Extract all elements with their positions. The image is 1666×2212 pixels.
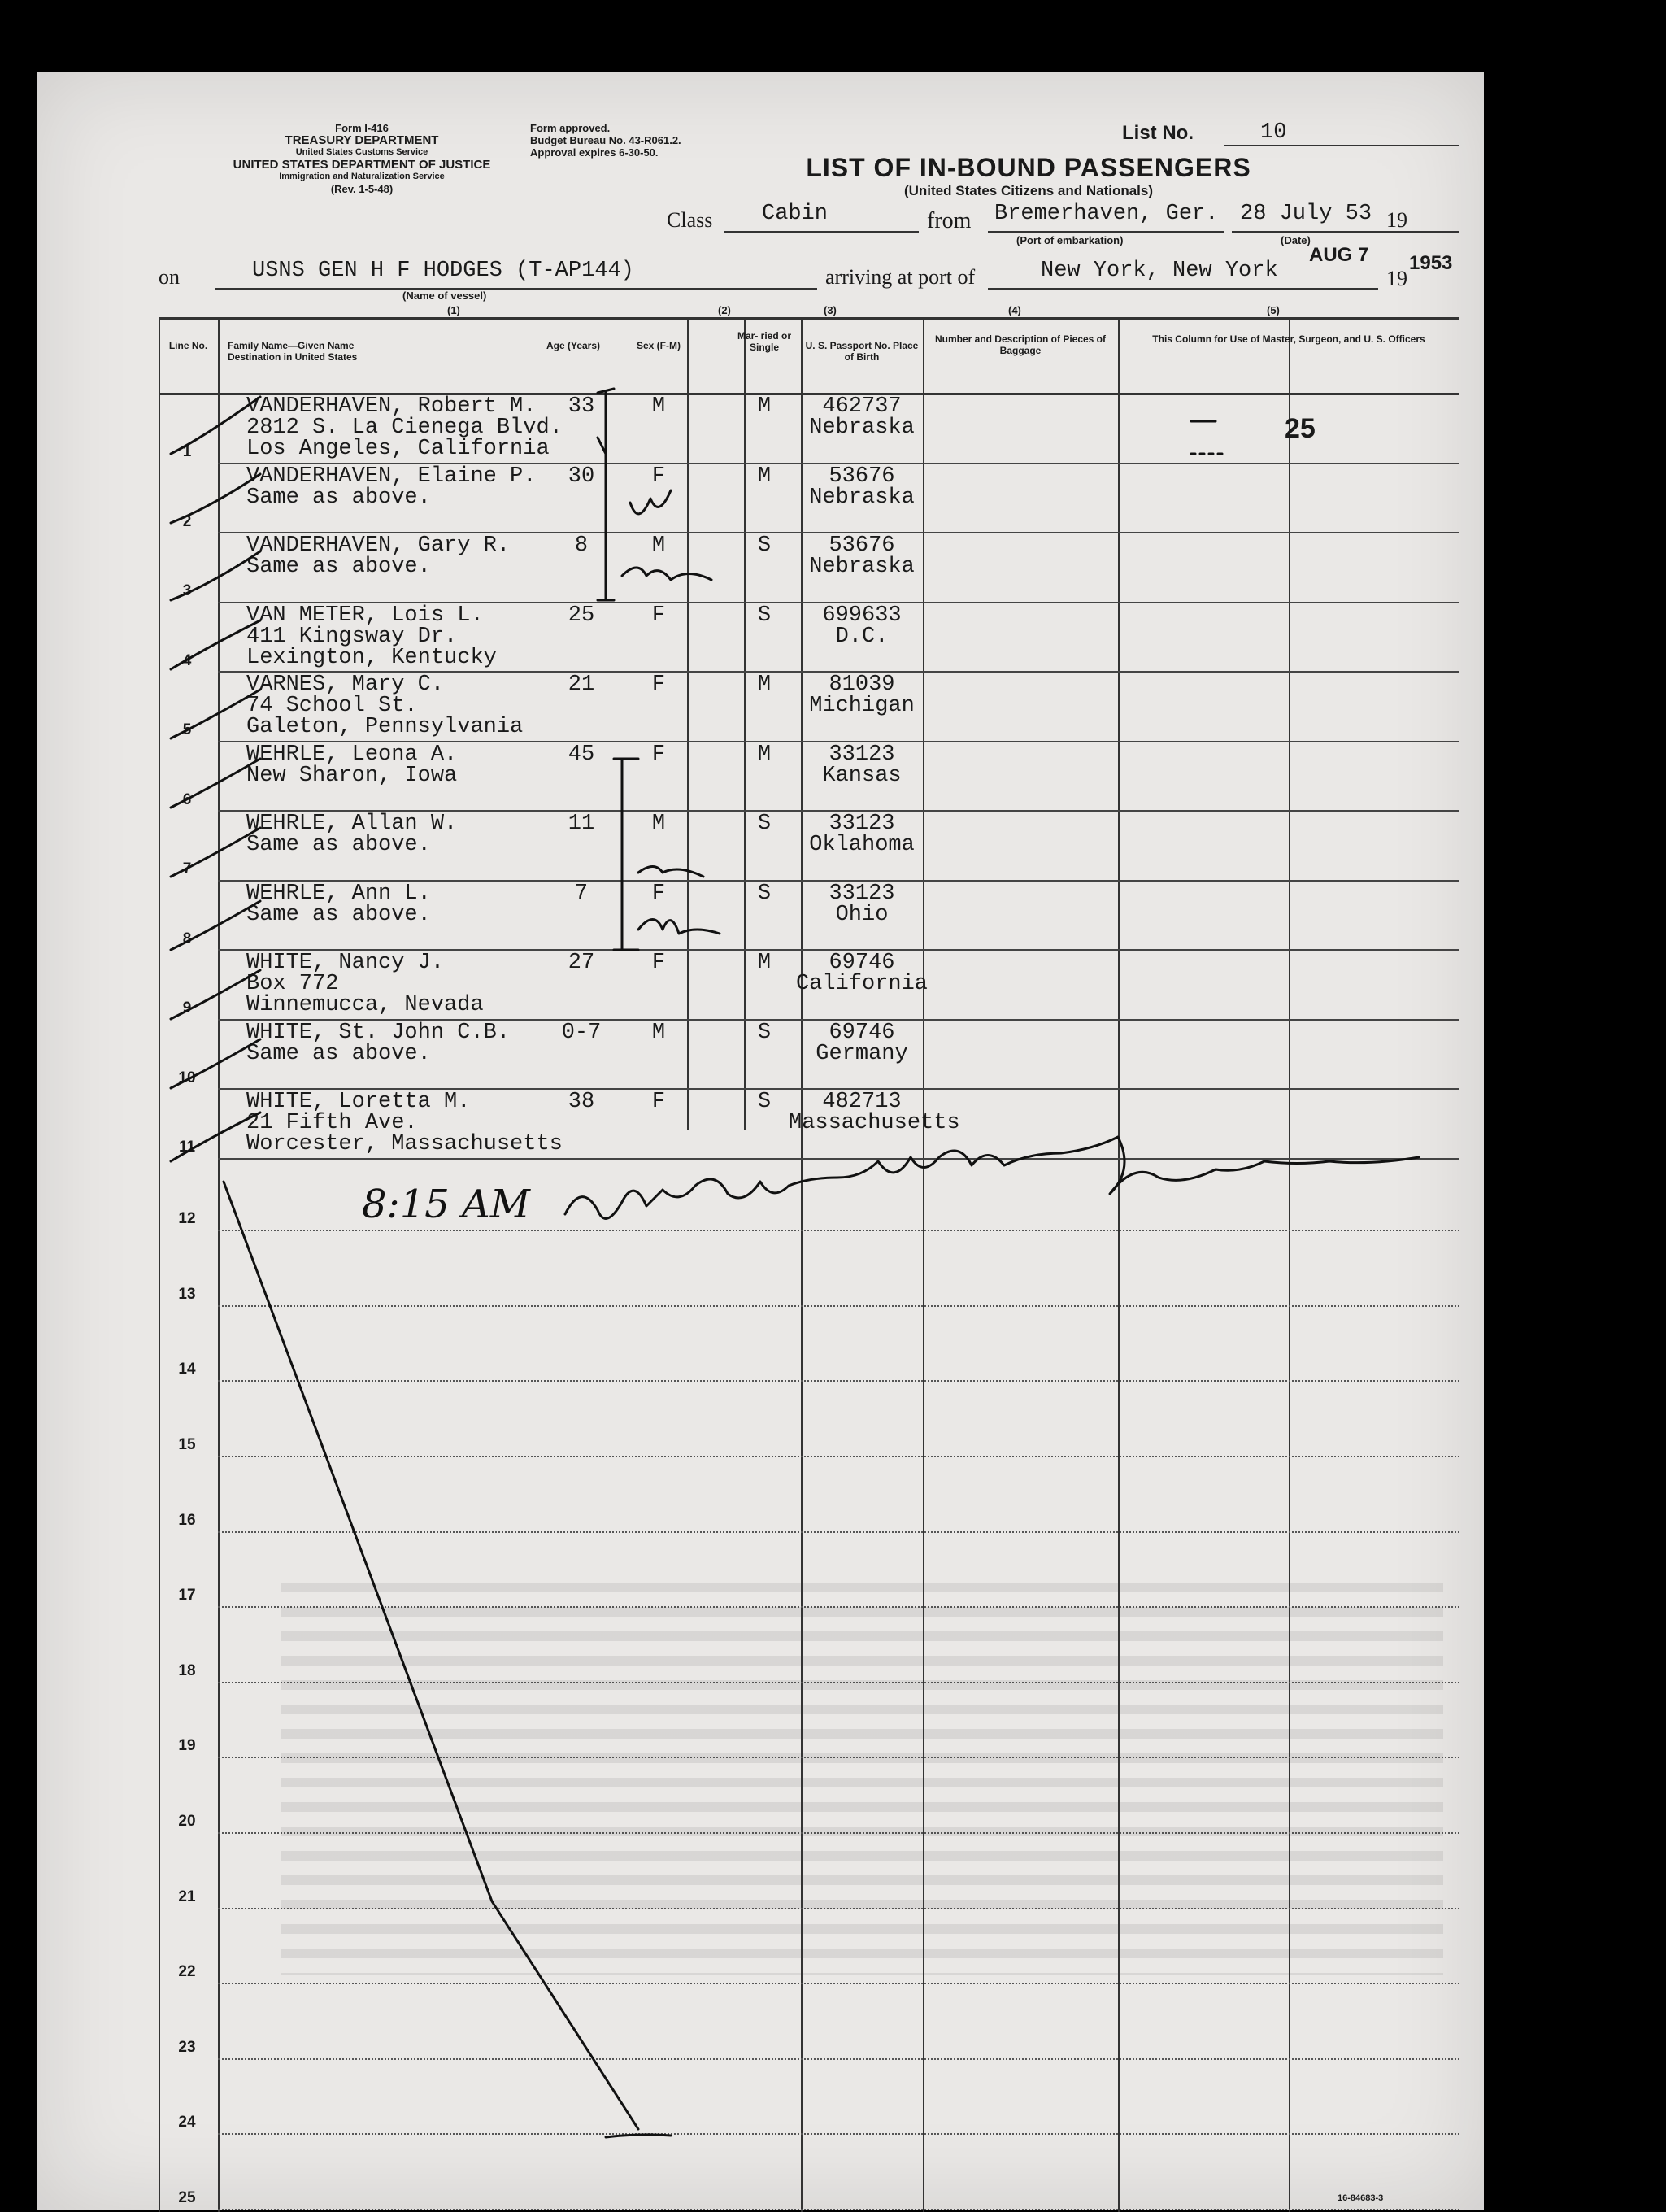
passenger-marital-status: S [757, 603, 772, 628]
passport-number: 81039 [829, 673, 895, 697]
passenger-marital-status: S [757, 1020, 772, 1045]
passenger-address-1: Same as above. [246, 833, 431, 857]
arrival-date-stamp: AUG 7 [1309, 244, 1369, 266]
family-bracket-1 [598, 389, 614, 600]
cancellation-line [224, 1182, 638, 2129]
passenger-address-2: Winnemucca, Nevada [246, 993, 484, 1017]
signature-scribble [565, 1137, 1419, 1218]
passenger-address-1: 21 Fifth Ave. [246, 1111, 418, 1135]
passenger-name: WEHRLE, Leona A. [246, 742, 458, 767]
cancellation-tail [606, 2135, 671, 2137]
checkmark-1 [171, 397, 260, 454]
passenger-name: WHITE, Nancy J. [246, 951, 445, 975]
line-number: 13 [178, 1285, 196, 1303]
passenger-marital-status: S [757, 1090, 772, 1114]
line-number: 17 [178, 1587, 196, 1605]
checkmark-6 [171, 759, 260, 808]
checkmark-11 [171, 1113, 260, 1161]
passport-number: 53676 [829, 464, 895, 489]
port-of-embarkation: Bremerhaven, Ger. [994, 202, 1219, 226]
place-of-birth: Oklahoma [809, 833, 915, 857]
passport-number: 33123 [829, 881, 895, 906]
col-header-baggage: Number and Description of Pieces of Baggage [934, 333, 1107, 356]
passenger-marital-status: M [757, 673, 772, 697]
place-of-birth: Nebraska [809, 416, 915, 440]
passport-number: 462737 [822, 394, 902, 419]
line-number: 22 [178, 1963, 196, 1981]
treasury-label: TREASURY DEPARTMENT [285, 133, 439, 147]
place-of-birth: Germany [816, 1041, 908, 1066]
passenger-age: 33 [568, 394, 595, 419]
passenger-sex: M [651, 1020, 666, 1045]
passenger-sex: F [651, 951, 666, 975]
line-number: 5 [182, 721, 192, 738]
passenger-sex: F [651, 673, 666, 697]
passenger-address-1: Box 772 [246, 972, 339, 996]
passenger-address-2: Galeton, Pennsylvania [246, 715, 524, 739]
checkmark-5 [171, 690, 260, 738]
col-number-3: (3) [824, 304, 837, 316]
passenger-name: WHITE, Loretta M. [246, 1090, 471, 1114]
expiry-label: Approval expires 6-30-50. [530, 146, 659, 159]
place-of-birth: Massachusetts [789, 1111, 960, 1135]
passenger-address-1: Same as above. [246, 902, 431, 927]
col-header-name-label: Family Name—Given Name [228, 340, 355, 351]
col-header-line-no: Line No. [168, 340, 208, 351]
col-header-officers: This Column for Use of Master, Surgeon, and U. S. Officers [1152, 333, 1425, 345]
line-number: 19 [178, 1737, 196, 1755]
line-number: 16 [178, 1511, 196, 1529]
embarkation-year-prefix: 19 [1386, 208, 1407, 232]
checkmark-8 [171, 901, 260, 950]
passenger-name: VANDERHAVEN, Elaine P. [246, 464, 537, 489]
page-subtitle: (United States Citizens and Nationals) [903, 183, 1154, 198]
vessel-name: USNS GEN H F HODGES (T-AP144) [252, 259, 634, 283]
passenger-sex: M [651, 394, 666, 419]
passenger-marital-status: M [757, 951, 772, 975]
place-of-birth: Nebraska [809, 555, 915, 579]
passenger-age: 38 [568, 1090, 595, 1114]
passenger-sex: F [651, 464, 666, 489]
passenger-address-2: Los Angeles, California [246, 437, 550, 461]
line-number: 21 [178, 1888, 196, 1905]
passenger-sex: F [651, 603, 666, 628]
date-caption: (Date) [1281, 234, 1311, 246]
passenger-sex: M [651, 533, 666, 558]
passenger-address-2: Worcester, Massachusetts [246, 1132, 563, 1156]
line-number: 11 [178, 1139, 196, 1156]
passenger-address-2: Lexington, Kentucky [246, 645, 497, 670]
passenger-sex: F [651, 1090, 666, 1114]
checkmark-9 [171, 970, 260, 1019]
col-number-4: (4) [1008, 304, 1021, 316]
passenger-name: WHITE, St. John C.B. [246, 1020, 511, 1045]
col-header-passport: U. S. Passport No. Place of Birth [805, 340, 919, 363]
initials-3 [638, 867, 703, 877]
checkmark-10 [171, 1039, 260, 1088]
place-of-birth: Ohio [835, 902, 889, 927]
form-number: Form I-416 [335, 122, 389, 134]
line-number: 6 [182, 790, 192, 808]
passenger-age: 27 [568, 951, 595, 975]
passenger-marital-status: M [757, 464, 772, 489]
from-label: from [927, 208, 972, 233]
passport-number: 69746 [829, 951, 895, 975]
embarkation-date: 28 July 53 [1240, 202, 1372, 226]
passenger-age: 21 [568, 673, 595, 697]
col-header-age: Age (Years) [546, 340, 601, 351]
passenger-age: 7 [574, 881, 589, 906]
budget-label: Budget Bureau No. 43-R061.2. [530, 134, 681, 146]
on-label: on [159, 265, 180, 289]
passport-number: 69746 [829, 1020, 895, 1045]
col-number-5: (5) [1267, 304, 1280, 316]
passenger-age: 25 [568, 603, 595, 628]
line-number: 24 [178, 2114, 196, 2131]
passport-number: 699633 [822, 603, 902, 628]
line-number: 15 [178, 1435, 196, 1453]
page-title: LIST OF IN-BOUND PASSENGERS [806, 153, 1251, 182]
passenger-address-1: Same as above. [246, 555, 431, 579]
passenger-marital-status: M [757, 742, 772, 767]
passenger-name: VAN METER, Lois L. [246, 603, 484, 628]
passenger-name: WEHRLE, Ann L. [246, 881, 431, 906]
line-number: 25 [178, 2189, 196, 2206]
passenger-address-1: 411 Kingsway Dr. [246, 624, 458, 649]
list-no-value: 10 [1260, 120, 1287, 145]
passenger-name: VANDERHAVEN, Robert M. [246, 394, 537, 419]
line-number: 18 [178, 1661, 196, 1679]
place-of-birth: Nebraska [809, 485, 915, 510]
col-number-2: (2) [718, 304, 731, 316]
handwritten-time-note: 8:15 AM [362, 1182, 530, 1227]
passenger-sex: F [651, 881, 666, 906]
passenger-address-1: Same as above. [246, 1041, 431, 1066]
passenger-marital-status: S [757, 533, 772, 558]
line-number: 4 [182, 651, 192, 669]
passenger-age: 0-7 [561, 1020, 602, 1045]
line-number: 9 [182, 999, 192, 1017]
line-number: 7 [182, 860, 192, 877]
passenger-address-1: 2812 S. La Cienega Blvd. [246, 416, 563, 440]
revision-label: (Rev. 1-5-48) [330, 183, 394, 195]
line-number: 12 [178, 1210, 196, 1228]
line-number: 2 [182, 512, 192, 530]
place-of-birth: Kansas [822, 763, 902, 788]
passenger-name: VANDERHAVEN, Gary R. [246, 533, 511, 558]
passenger-age: 11 [568, 812, 595, 836]
checkmark-2 [171, 474, 260, 523]
handwriting-strokes [37, 72, 1484, 2210]
passenger-sex: M [651, 812, 666, 836]
approval-label: Form approved. [530, 122, 611, 134]
checkmark-3 [171, 551, 260, 600]
col-header-destination: Destination in United States [228, 351, 358, 363]
passenger-age: 45 [568, 742, 595, 767]
line-number: 8 [182, 930, 192, 947]
col-header-sex: Sex (F-M) [637, 340, 681, 351]
col-number-1: (1) [447, 304, 460, 316]
arrival-year-stamp: 1953 [1409, 252, 1453, 274]
class-label: Class [667, 208, 713, 232]
arriving-label: arriving at port of [825, 265, 976, 289]
family-bracket-2 [614, 759, 638, 950]
footer-code: 16-84683-3 [1338, 2193, 1384, 2203]
ins-label: Immigration and Naturalization Service [279, 172, 445, 181]
line-number: 23 [178, 2038, 196, 2056]
place-of-birth: California [795, 972, 929, 996]
passport-number: 33123 [829, 812, 895, 836]
passenger-address-1: 74 School St. [246, 694, 418, 718]
passport-number: 33123 [829, 742, 895, 767]
vessel-caption: (Name of vessel) [402, 290, 487, 302]
line-number: 14 [178, 1361, 196, 1378]
customs-label: United States Customs Service [295, 147, 428, 157]
col-header-married: Mar- ried or Single [737, 330, 791, 353]
arrival-year-prefix: 19 [1386, 267, 1407, 290]
arrival-port: New York, New York [1041, 259, 1278, 283]
checkmark-4 [171, 620, 260, 669]
passenger-marital-status: S [757, 812, 772, 836]
port-caption: (Port of embarkation) [1016, 234, 1124, 246]
line-number: 10 [178, 1069, 196, 1086]
passenger-age: 8 [574, 533, 589, 558]
initials-2 [622, 568, 711, 580]
initials-1 [630, 490, 671, 514]
passenger-marital-status: M [757, 394, 772, 419]
checkmark-7 [171, 828, 260, 877]
place-of-birth: Michigan [809, 694, 915, 718]
list-no-label: List No. [1122, 122, 1194, 144]
passport-number: 482713 [822, 1090, 902, 1114]
justice-label: UNITED STATES DEPARTMENT OF JUSTICE [233, 158, 491, 172]
line-number: 1 [182, 443, 192, 460]
passenger-address-1: Same as above. [246, 485, 431, 510]
passenger-sex: F [651, 742, 666, 767]
manifest-sheet [37, 72, 1484, 2210]
passenger-marital-status: S [757, 881, 772, 906]
place-of-birth: D.C. [835, 624, 889, 649]
line-number: 20 [178, 1812, 196, 1830]
passenger-age: 30 [568, 464, 595, 489]
passenger-name: WEHRLE, Allan W. [246, 812, 458, 836]
passenger-address-1: New Sharon, Iowa [246, 763, 458, 788]
class-value: Cabin [762, 202, 829, 226]
initials-4 [638, 920, 720, 934]
officer-note: 25 [1285, 413, 1316, 444]
line-number: 3 [182, 582, 192, 599]
passenger-name: VARNES, Mary C. [246, 673, 445, 697]
passport-number: 53676 [829, 533, 895, 558]
